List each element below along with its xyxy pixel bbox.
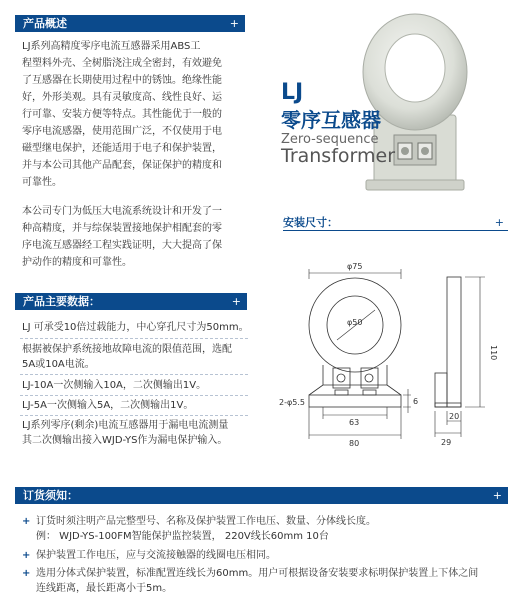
product-title-en1: Zero-sequence [281, 132, 379, 147]
ordering-line: 订货时须注明产品完整型号、名称及保护装置工作电压、数量、分体线长度。 [36, 516, 376, 527]
overview-line: 程塑料外壳、全树脂浇注成全密封，有效避免 [22, 58, 222, 69]
product-title-cn: 零序互感器 [281, 108, 381, 132]
overview-line: 了互感器在长期使用过程中的锈蚀。绝缘性能 [22, 75, 222, 86]
ordering-line: 选用分体式保护装置，标准配置连线长为60mm。用户可根据设备安装要求标明保护装置上下体之间 [36, 568, 479, 579]
ordering-bullet [22, 514, 526, 544]
plus-bullet-icon: + [22, 568, 31, 579]
product-title-model: LJ [281, 80, 304, 105]
overview-line: 序电流互感器经工程实践证明，大大提高了保 [22, 240, 222, 251]
dim-hole: 2-φ5.5 [279, 398, 305, 407]
ordering-bullet [22, 548, 526, 563]
dim-20: 20 [449, 412, 460, 421]
param-line: LJ-5A一次侧输入5A，二次侧输出1V。 [22, 400, 194, 411]
plus-bullet-icon: + [22, 516, 31, 527]
ordering-header-label: 订货须知： [23, 489, 78, 502]
plus-bullet-icon: + [22, 550, 31, 561]
dim-29: 29 [441, 438, 452, 447]
param-item [22, 342, 272, 372]
overview-line: 种高精度，并与综保装置接地保护相配套的零 [22, 223, 222, 234]
ordering-line: 例： WJD-YS-100FM智能保护监控装置， 220V线长60mm 10台 [36, 531, 329, 542]
param-item [22, 398, 272, 413]
product-photo [360, 0, 470, 200]
overview-line: LJ系列高精度零序电流互感器采用ABS工 [22, 41, 201, 52]
dim-110: 110 [489, 345, 498, 361]
install-header-label: 安装尺寸： [283, 216, 338, 229]
dim-6: 6 [413, 397, 419, 406]
install-expand-icon[interactable]: + [494, 216, 504, 229]
param-line: LJ-10A一次侧输入10A，二次侧输出1V。 [22, 380, 207, 391]
ordering-header[interactable] [15, 487, 508, 504]
dim-phi75: φ75 [347, 262, 363, 271]
install-header[interactable] [283, 215, 508, 231]
dim-80: 80 [349, 439, 360, 448]
ordering-line: 连线距离，最长距离小于5m。 [36, 583, 173, 594]
overview-paragraph-1 [22, 38, 272, 191]
overview-line: 可靠性。 [22, 177, 62, 188]
ordering-expand-icon[interactable]: + [492, 489, 502, 502]
param-line: 根据被保护系统接地故障电流的限值范围，选配 [22, 344, 232, 355]
overview-header-label: 产品概述 [23, 17, 67, 30]
overview-line: 零序电流感器，使用范围广泛，不仅使用于电 [22, 126, 222, 137]
param-line: LJ系列零序(剩余)电流互感器用于漏电电流测量 [22, 420, 229, 431]
overview-line: 并与本公司其他产品配套，保证保护的精度和 [22, 160, 222, 171]
overview-line: 护动作的精度和可靠性。 [22, 257, 132, 268]
dim-phi50: φ50 [347, 318, 363, 327]
param-line: LJ 可承受10倍过载能力，中心穿孔尺寸为50mm。 [22, 322, 249, 333]
params-header-label: 产品主要数据： [23, 295, 100, 308]
param-item [22, 378, 272, 393]
product-title-en2: Transformer [281, 145, 396, 167]
divider [20, 415, 248, 416]
overview-header[interactable] [15, 15, 245, 32]
divider [20, 374, 248, 375]
params-header[interactable] [15, 293, 247, 310]
overview-line: 行可靠、安装方便等特点。其性能优于一般的 [22, 109, 222, 120]
param-item [22, 418, 272, 448]
overview-line: 本公司专门为低压大电流系统设计和开发了一 [22, 206, 222, 217]
dimension-drawing [275, 255, 520, 450]
overview-expand-icon[interactable]: + [229, 17, 239, 30]
divider [20, 395, 248, 396]
overview-line: 好，外形美观。具有灵敏度高、线性良好、运 [22, 92, 222, 103]
ordering-bullet [22, 566, 526, 596]
param-line: 其二次侧输出接入WJD-YS作为漏电保护输入。 [22, 435, 228, 446]
overview-paragraph-2 [22, 203, 272, 271]
ordering-line: 保护装置工作电压，应与交流接触器的线圈电压相同。 [36, 550, 276, 561]
overview-line: 磁型继电保护，还能适用于电子和保护装置， [22, 143, 222, 154]
param-item [22, 320, 272, 335]
dim-63: 63 [349, 418, 360, 427]
params-expand-icon[interactable]: + [231, 295, 241, 308]
divider [20, 338, 248, 339]
param-line: 5A或10A电流。 [22, 359, 95, 370]
